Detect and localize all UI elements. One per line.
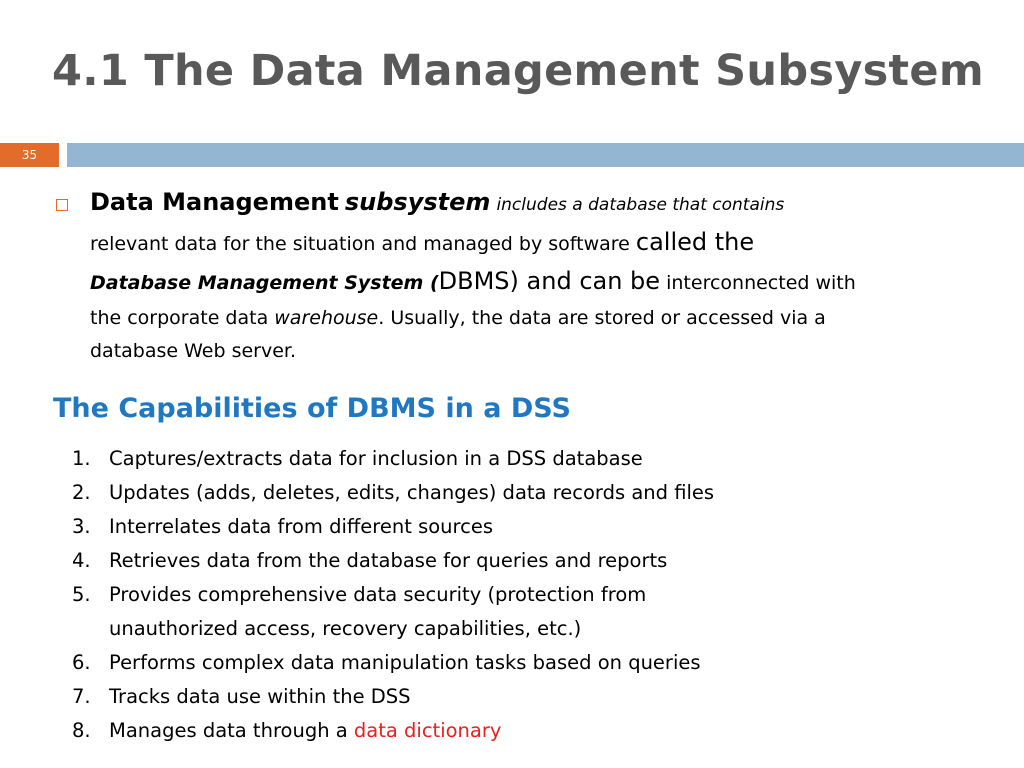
item-text-line-1: Provides comprehensive data security (protection from: [109, 583, 647, 606]
line1-rest: includes a database that contains: [496, 195, 785, 215]
term-bold: Data Management: [90, 188, 339, 216]
list-item: [72, 680, 1012, 714]
list-item: [72, 646, 1012, 680]
line3-b: DBMS) and can be: [438, 267, 661, 295]
item-text: [109, 578, 1012, 646]
capabilities-list: [72, 442, 1012, 748]
paragraph-line-3: [90, 263, 1010, 302]
bullet-square-icon: [56, 199, 68, 211]
list-item: [72, 578, 1012, 646]
line3-c: interconnected with: [666, 272, 856, 294]
item-text: Tracks data use within the DSS: [109, 685, 411, 708]
item-text: Updates (adds, deletes, edits, changes) data records and files: [109, 481, 715, 504]
list-item: [72, 714, 1012, 748]
paragraph-line-1: [90, 184, 1010, 224]
line4-a: the corporate data: [90, 307, 269, 329]
item-number: 2.: [72, 481, 91, 504]
item-number: 3.: [72, 515, 91, 538]
list-item: [72, 476, 1012, 510]
item-number: 8.: [72, 719, 91, 742]
data-dictionary-highlight: data dictionary: [353, 719, 502, 742]
paragraph-line-4: [90, 302, 1010, 335]
line3-bold-italic: Database Management System (: [90, 272, 439, 294]
item-text-line-2: unauthorized access, recovery capabilities, etc.): [109, 617, 582, 640]
term-italic: subsystem: [344, 188, 491, 216]
item-text: [109, 714, 1012, 748]
item-number: 6.: [72, 651, 91, 674]
page-number-badge: 35: [0, 143, 59, 167]
item-text: Performs complex data manipulation tasks based on queries: [109, 651, 701, 674]
bullet-paragraph: [90, 184, 1010, 368]
line4-b: . Usually, the data are stored or accessed via a: [378, 307, 826, 329]
item-text-main: Manages data through a: [109, 719, 348, 742]
item-text: Interrelates data from different sources: [109, 515, 494, 538]
item-text: Captures/extracts data for inclusion in a DSS database: [109, 447, 643, 470]
item-number: 4.: [72, 549, 91, 572]
line2-b: called the: [635, 228, 755, 256]
line4-italic: warehouse: [274, 307, 379, 329]
paragraph-line-5: database Web server.: [90, 340, 297, 362]
item-number: 7.: [72, 685, 91, 708]
item-text: Retrieves data from the database for queries and reports: [109, 549, 668, 572]
list-item: [72, 442, 1012, 476]
header-bar: [67, 143, 1024, 167]
list-item: [72, 544, 1012, 578]
item-number: 5.: [72, 583, 91, 606]
item-number: 1.: [72, 447, 91, 470]
section-heading: The Capabilities of DBMS in a DSS: [53, 393, 571, 424]
paragraph-line-2: [90, 224, 1010, 263]
line2-a: relevant data for the situation and managed by software: [90, 233, 630, 255]
slide-title: 4.1 The Data Management Subsystem: [52, 46, 984, 96]
list-item: [72, 510, 1012, 544]
